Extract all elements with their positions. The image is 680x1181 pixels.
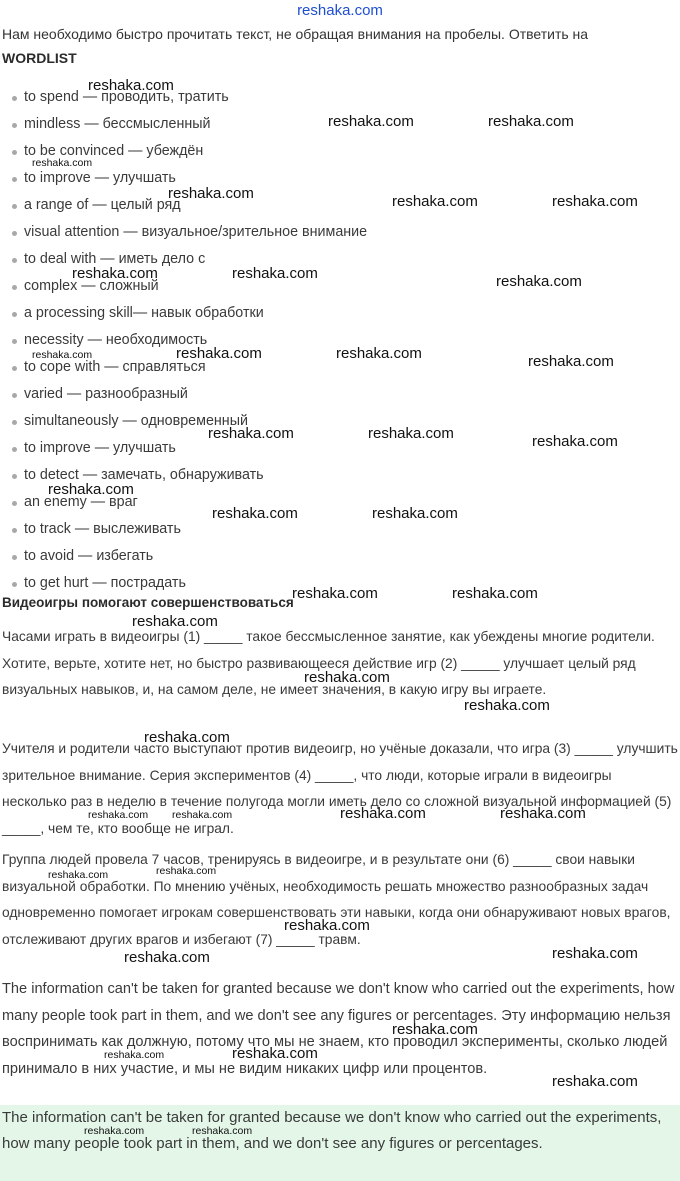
watermark: reshaka.com [552,193,638,210]
paragraph-4: The information can't be taken for granted because we don't know who carried out the experiments, how many people took part in them, and we don't see any figures or percentages. Эту информацию нельзя воспринимать как должную, потому что мы не знаем, кто проводил эксперименты, сколько людей принимало в них участие, и мы не видим никаких цифр или процентов. [2,981,675,1077]
watermark: reshaka.com [144,729,230,746]
wordlist-item: to track — выслеживать [0,516,680,543]
watermark: reshaka.com [392,193,478,210]
watermark: reshaka.com [368,425,454,442]
wordlist [0,84,680,597]
watermark: reshaka.com [212,505,298,522]
watermark: reshaka.com [132,613,218,630]
watermark: reshaka.com [208,425,294,442]
watermark: reshaka.com [176,345,262,362]
watermark: reshaka.com [84,1125,145,1137]
wordlist-item: to get hurt — пострадать [0,570,680,597]
watermark: reshaka.com [124,949,210,966]
watermark: reshaka.com [392,1021,478,1038]
watermark: reshaka.com [488,113,574,130]
watermark: reshaka.com [464,697,550,714]
intro-text: Нам необходимо быстро прочитать текст, не обращая внимания на пробелы. Ответить на [2,26,589,42]
watermark: reshaka.com [372,505,458,522]
watermark: reshaka.com [336,345,422,362]
wordlist-item: an enemy — враг [0,489,680,516]
watermark: reshaka.com [304,669,390,686]
wordlist-item: to spend — проводить, тратить [0,84,680,111]
wordlist-item: to be convinced — убеждён [0,138,680,165]
watermark: reshaka.com [32,349,93,361]
watermark: reshaka.com [500,805,586,822]
wordlist-item: to deal with — иметь дело с [0,246,680,273]
wordlist-item: to detect — замечать, обнаруживать [0,462,680,489]
wordlist-item: a processing skill— навык обработки [0,300,680,327]
wordlist-heading: WORDLIST [2,50,77,66]
watermark: reshaka.com [340,805,426,822]
watermark: reshaka.com [284,917,370,934]
watermark: reshaka.com [552,945,638,962]
watermark: reshaka.com [48,869,109,881]
watermark: reshaka.com [48,481,134,498]
watermark: reshaka.com [104,1049,165,1061]
watermark: reshaka.com [532,433,618,450]
wordlist-item: to improve — улучшать [0,165,680,192]
watermark: reshaka.com [232,265,318,282]
watermark: reshaka.com [496,273,582,290]
wordlist-item: visual attention — визуальное/зрительное внимание [0,219,680,246]
wordlist-item: to improve — улучшать [0,435,680,462]
watermark: reshaka.com [168,185,254,202]
wordlist-item: mindless — бессмысленный [0,111,680,138]
wordlist-item: to avoid — избегать [0,543,680,570]
watermark: reshaka.com [452,585,538,602]
watermark: reshaka.com [192,1125,253,1137]
wordlist-item: varied — разнообразный [0,381,680,408]
paragraph-1: Часами играть в видеоигры (1) _____ такое бессмысленное занятие, как убеждены многие родители. Хотите, верьте, хотите нет, но быстро развивающееся действие игр (2) _____ улучшает целый ряд визуальных навыков, и, на самом деле, не имеет значения, в какую игру вы играете. [2,629,655,697]
watermark: reshaka.com [328,113,414,130]
site-logo-link[interactable]: reshaka.com [297,2,383,19]
watermark: reshaka.com [156,865,217,877]
watermark: reshaka.com [32,157,93,169]
wordlist-item: a range of — целый ряд [0,192,680,219]
wordlist-item: simultaneously — одновременный [0,408,680,435]
wordlist-item: complex — сложный [0,273,680,300]
watermark: reshaka.com [172,809,233,821]
watermark: reshaka.com [88,809,149,821]
watermark: reshaka.com [232,1045,318,1062]
watermark: reshaka.com [88,77,174,94]
wordlist-item: necessity — необходимость [0,327,680,354]
watermark: reshaka.com [528,353,614,370]
watermark: reshaka.com [552,1073,638,1090]
paragraph-3: Группа людей провела 7 часов, тренируясь в видеоигре, и в результате они (6) _____ свои навыки визуальной обработки. По мнению учёных, необходимость решать множество разнообразных задач одновременно помогает игрокам совершенствовать эти навыки, когда они обнаруживают новых врагов, отслеживают других врагов и избегают (7) _____ травм. [2,852,671,947]
paragraph-2: Учителя и родители часто выступают против видеоигр, но учёные доказали, что игра (3) _____ улучшить зрительное внимание. Серия экспериментов (4) _____, что люди, которые играли в видеоигры несколько раз в неделю в течение полугода могли иметь дело со сложной визуальной информацией (5) _____, чем те, кто вообще не играл. [2,741,678,836]
story-title: Видеоигры помогают совершенствоваться [2,595,294,610]
answer-text: The information can't be taken for granted because we don't know who carried out the experiments, how many people took part in them, and we don't see any figures or percentages. [2,1109,662,1152]
watermark: reshaka.com [72,265,158,282]
wordlist-item: to cope with — справляться [0,354,680,381]
watermark: reshaka.com [292,585,378,602]
